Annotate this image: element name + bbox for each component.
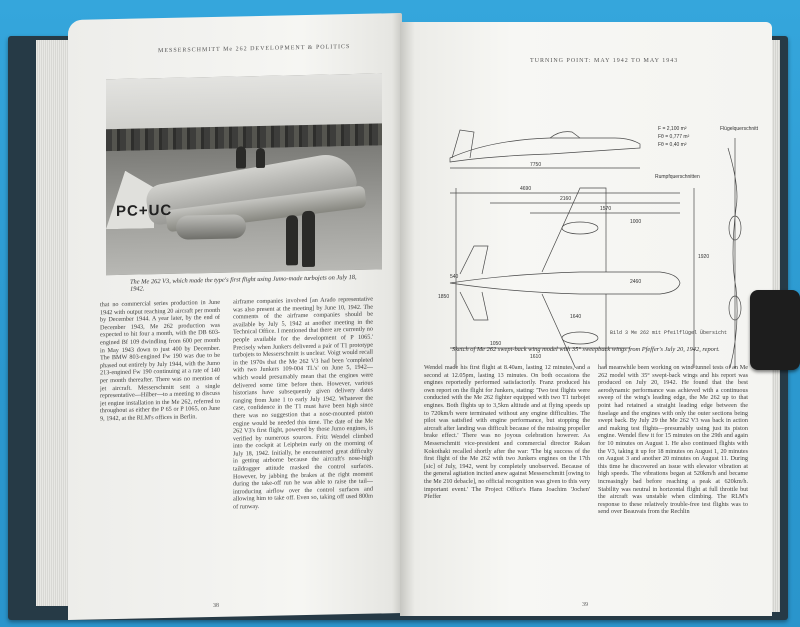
aircraft-engine xyxy=(176,214,246,239)
right-page-number: 39 xyxy=(582,602,588,608)
right-page xyxy=(400,22,772,616)
lower-tailplane xyxy=(460,292,488,320)
dimension-label: 540 xyxy=(450,274,459,280)
dimension-label: 1920 xyxy=(698,254,710,260)
left-running-head: MESSERSCHMITT Me 262 DEVELOPMENT & POLITICS xyxy=(158,44,351,55)
left-page xyxy=(68,13,402,620)
right-column-2 xyxy=(598,364,748,600)
body-text: that no commercial series production in June 1942 with output reaching 20 aircraft per month by December 1944. A year later, by the end of December 1943, Me 262 production was expected to hit four a month, with the DB 603-engined Bf 109 dwindling from 600 per month in May 1943 down to just 400 by December. The BMW 803-engined Fw 190 was due to be phased out entirely by July 1944, with the Jumo 213-engined Fw 190 continuing at a rate of 140 per month thereafter. There was no mention of jet aircraft. Messerschmitt sent a single representative—Hilber—to a meeting to discuss jet engine installation in the Me 262, referred to throughout as either the P 65 or P 1065, on June 9, 1942, at the RLM's offices in Berlin. xyxy=(100,298,220,423)
side-view-fin xyxy=(452,130,474,158)
right-running-head: TURNING POINT: MAY 1942 TO MAY 1943 xyxy=(530,58,679,64)
person-figure xyxy=(256,148,265,168)
body-text: airframe companies involved [an Arado representative was also present at the meeting] by June 10, 1942. The comments of the airframe companies should be available by July 5, 1942 at another meeting in the Technical Office. I mentioned that there are currently no people available for the development of P 1065.' Precisely when Junkers delivered a pair of T1 prototype turbojets to Messerschmitt is unclear. Voigt would recall in the 1970s that the Me 262 V3 had been 'completed with two Junkers 109-004 TL's' on June 5, 1942—which would presumably mean that the engines were delivered some time before then. However, various historians have subsequently given delivery dates ranging from June 1 to early July 1942. Whatever the case, confidence in the T1 must have been high since there was no suggestion that a nose-mounted piston engine would be needed this time. The date of the Me 262 V3's first flight, powered by those Jumo engines, is verified by numerous sources. Fritz Wendel climbed into the cockpit at Leipheim early on the morning of July 18, 1942. Initially, he encountered great difficulty in getting airborne because the aircraft's nose-high taildragger attitude masked the control surfaces. However, by jabbing the brakes at the right moment during the take-off run he was able to raise the tail—introducing airflow over the control surfaces and allowing him to take off. Even so, taking off used 800m of runway. xyxy=(233,295,373,511)
upper-tailplane xyxy=(460,246,488,274)
body-text: Wendel made his first flight at 8.40am, lasting 12 minutes, and a second at 12.05pm, lasting 13 minutes. On both occasions the engines reportedly performed satisfactorily. Franz produced his own report on the flight for Junkers, stating: 'Two test flights were conducted with the Me 262 fighter equipped with two T1 turbojet engines. Both flights up to 3,5km altitude and at flying speeds up to 720km/h were terminated without any engine difficulties. The pilot was satisfied with engine performance, but stopping the aircraft after landing was difficult because of the missing propeller brake effect.' There was no joyous celebration however. As Messerschmitt vice-president and commercial director Rakan Kokothaki recalled shortly after the war: 'The big success of the first flight of the Me 262 with two Junkers engines on the 17th [sic] of July, 1942, went by completely unobserved. Because of the general agitation incited anew against Messerschmitt [owing to the Me 210 debacle], no official recognition was given to this very important event.' The Project Office's Hans Joachim 'Jochen' Pfeffer xyxy=(424,364,590,501)
dimension-label: 4690 xyxy=(520,186,532,192)
person-figure xyxy=(236,146,246,168)
page-clip xyxy=(750,290,800,370)
upper-engine xyxy=(562,222,598,234)
dimension-label: 1850 xyxy=(438,294,450,300)
spec-text: Fθ = 0,777 m² xyxy=(658,134,690,140)
lower-engine xyxy=(562,332,598,344)
right-column-1 xyxy=(424,364,590,600)
person-figure xyxy=(286,215,298,265)
body-text: had meanwhile been working on wind tunnel tests of an Me 262 model with 35° swept-back wings and his report was produced on July 20, 1942. He found that the best aerodynamic performance was achieved with a continuous sweep of the wing's leading edge, the Me 262 up to that point had retained a straight leading edge between the fuselage and the engines with only the outer sections being swept back. By July 29 the Me 262 V3 was back in action and making test flights—presumably using just its piston engine. Wendel flew it for 15 minutes on the 29th and again for 10 minutes on August 1. He also continued flights with the V3, taking it up for 18 minutes on August 1, 20 minutes on August 3 and another 20 minutes on August 11. During this time he discovered an issue with elevator vibration at high speeds. The vibrations began at 520km/h and became increasingly bad before reaching a peak at 620km/h. Stability was neutral in horizontal flight at full throttle but the aircraft was unstable when climbing. The RLM's response to these relatively trouble-free test flights was to send over Beauvais from the Rechlin xyxy=(598,364,748,516)
left-page-number: 38 xyxy=(213,602,219,609)
dimension-label: 1570 xyxy=(600,206,612,212)
front-section-view xyxy=(728,138,737,368)
drawing-caption: Sketch of Me 262 swept-back wing model with 35° sweepback wings from Pfeffer's July 20, 1942, report. xyxy=(452,346,720,353)
dimension-label: 1050 xyxy=(490,341,502,347)
dimension-label: 1610 xyxy=(530,354,542,360)
dimension-label: 1640 xyxy=(570,314,582,320)
view-label: Rumpfquerschnitten xyxy=(655,174,700,180)
dimension-label: 7750 xyxy=(530,162,542,168)
side-view-fuselage xyxy=(450,138,640,162)
upper-wing xyxy=(542,188,606,272)
spec-text: F = 2,100 m² xyxy=(658,126,687,132)
aircraft-marking: PC+UC xyxy=(116,201,173,220)
photo-caption: The Me 262 V3, which made the type's first flight using Jumo-made turbojets on July 18, 1942. xyxy=(130,273,357,293)
person-figure xyxy=(302,211,315,267)
left-column-2 xyxy=(233,296,373,599)
technical-drawing xyxy=(430,78,770,368)
view-label: Flügelquerschnitt xyxy=(720,126,759,132)
side-view-canopy xyxy=(550,132,580,138)
dimension-label: 2160 xyxy=(560,196,572,202)
dimension-label: 2460 xyxy=(630,279,642,285)
aircraft-photo xyxy=(106,73,382,275)
left-page-stack xyxy=(36,40,70,606)
plan-view-fuselage xyxy=(450,272,680,294)
dimension-label: 1000 xyxy=(630,219,642,225)
spec-text: Fθ = 0,40 m² xyxy=(658,142,687,148)
lower-wing xyxy=(542,294,606,368)
left-column-1 xyxy=(100,299,220,598)
plate-label: Bild 3 Me 262 mit Pfeilflügel Übersicht xyxy=(610,330,728,336)
